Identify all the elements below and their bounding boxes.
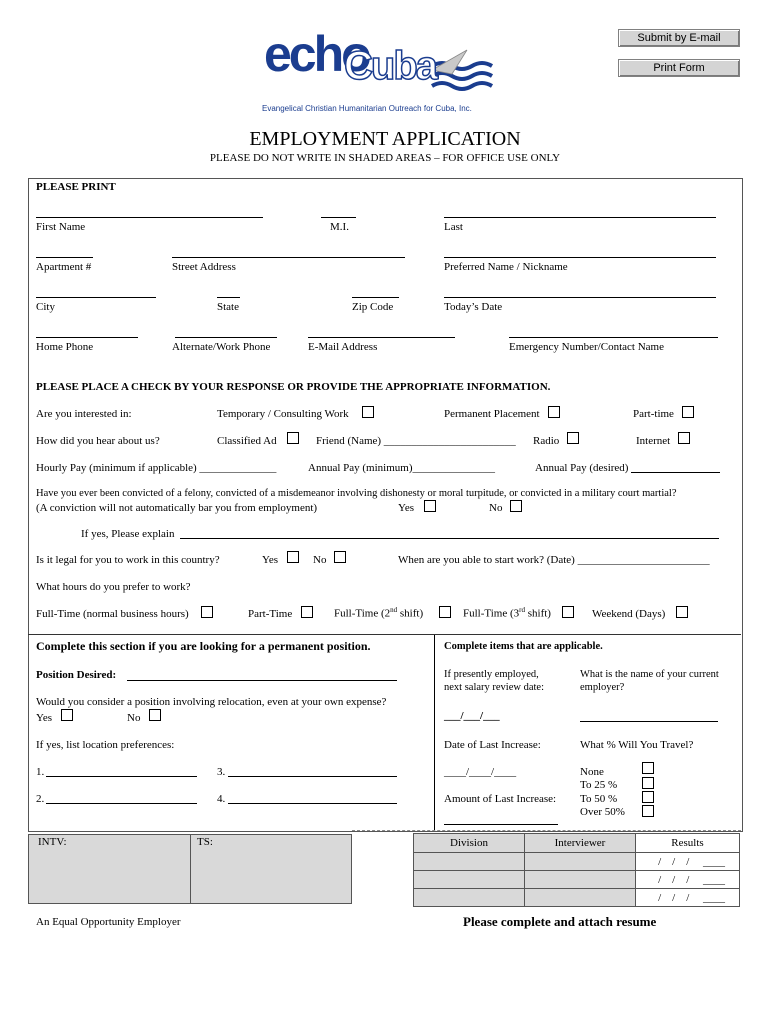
legal-question: Is it legal for you to work in this country? xyxy=(36,554,220,566)
position-desired-field[interactable] xyxy=(127,680,397,681)
annual-min-field[interactable]: Annual Pay (minimum)_______________ xyxy=(308,462,495,474)
results-cell: / / / ____ xyxy=(636,853,740,871)
location-3-field[interactable] xyxy=(228,776,397,777)
attach-resume-text: Please complete and attach resume xyxy=(463,914,657,929)
internet-checkbox[interactable] xyxy=(678,432,690,444)
legal-yes-label: Yes xyxy=(262,554,279,566)
location-2-field[interactable] xyxy=(46,803,197,804)
friend-label[interactable]: Friend (Name) ________________________ xyxy=(316,435,516,447)
email-field[interactable] xyxy=(308,337,455,338)
apartment-label: Apartment # xyxy=(36,261,92,273)
presently-employed-label: If presently employed, xyxy=(444,669,539,680)
felony-no-checkbox[interactable] xyxy=(510,500,522,512)
office-cell xyxy=(525,889,636,907)
permanent-header: Complete this section if you are looking for a permanent position. xyxy=(36,639,371,653)
last-name-field[interactable] xyxy=(444,217,716,218)
temporary-label: Temporary / Consulting Work xyxy=(217,408,349,420)
todays-date-label: Today’s Date xyxy=(444,301,503,313)
position-desired-label: Position Desired: xyxy=(36,669,117,681)
travel-50-checkbox[interactable] xyxy=(642,791,654,803)
street-field[interactable] xyxy=(172,257,405,258)
office-cell xyxy=(525,871,636,889)
check-instruction: PLEASE PLACE A CHECK BY YOUR RESPONSE OR PROVIDE THE APPROPRIATE INFORMATION. xyxy=(36,381,551,393)
relocation-no-label: No xyxy=(127,712,141,724)
mi-field[interactable] xyxy=(321,217,356,218)
section-divider xyxy=(28,634,741,635)
next-review-label: next salary review date: xyxy=(444,682,544,693)
relocation-no-checkbox[interactable] xyxy=(149,709,161,721)
travel-50-label: To 50 % xyxy=(580,793,618,805)
amount-last-field[interactable] xyxy=(444,824,558,825)
travel-none-checkbox[interactable] xyxy=(642,762,654,774)
alt-phone-field[interactable] xyxy=(175,337,277,338)
felony-no-label: No xyxy=(489,502,503,514)
location-3-label: 3. xyxy=(217,766,226,778)
intv-label: INTV: xyxy=(38,836,67,848)
fulltime-2nd-label: Full-Time (2nd shift) xyxy=(334,606,424,620)
travel-over-label: Over 50% xyxy=(580,806,625,818)
division-header: Division xyxy=(414,834,525,853)
ts-box xyxy=(190,834,352,904)
employer-question-2: employer? xyxy=(580,682,625,693)
interested-in-label: Are you interested in: xyxy=(36,408,132,420)
hourly-pay-field[interactable]: Hourly Pay (minimum if applicable) ______________ xyxy=(36,462,277,474)
mi-label: M.I. xyxy=(330,221,349,233)
felony-question: Have you ever been convicted of a felony, convicted of a misdemeanor involving dishonesty or moral turpitude, or convicted in a military court martial? xyxy=(36,488,677,499)
review-date-field[interactable]: ___/___/___ xyxy=(444,710,500,722)
relocation-yes-label: Yes xyxy=(36,712,53,724)
location-4-label: 4. xyxy=(217,793,226,805)
location-1-label: 1. xyxy=(36,766,45,778)
submit-by-email-button[interactable]: Submit by E-mail xyxy=(618,29,740,47)
classified-label: Classified Ad xyxy=(217,435,277,447)
office-cell xyxy=(414,853,525,871)
annual-desired-label: Annual Pay (desired) xyxy=(535,462,629,474)
office-table xyxy=(413,833,740,906)
results-cell: / / / ____ xyxy=(636,871,740,889)
temporary-checkbox[interactable] xyxy=(362,406,374,418)
echo-cuba-logo xyxy=(262,8,512,120)
location-1-field[interactable] xyxy=(46,776,197,777)
apartment-field[interactable] xyxy=(36,257,93,258)
permanent-checkbox[interactable] xyxy=(548,406,560,418)
city-field[interactable] xyxy=(36,297,156,298)
weekend-label: Weekend (Days) xyxy=(592,608,666,620)
office-table-grid xyxy=(413,833,740,907)
internet-label: Internet xyxy=(636,435,671,447)
emergency-label: Emergency Number/Contact Name xyxy=(509,341,664,353)
felony-yes-label: Yes xyxy=(398,502,415,514)
todays-date-field[interactable] xyxy=(444,297,716,298)
street-label: Street Address xyxy=(172,261,236,273)
travel-question: What % Will You Travel? xyxy=(580,739,694,751)
radio-label: Radio xyxy=(533,435,560,447)
office-dash-line xyxy=(352,830,741,831)
hours-question: What hours do you prefer to work? xyxy=(36,581,191,593)
preferred-name-field[interactable] xyxy=(444,257,716,258)
travel-over-checkbox[interactable] xyxy=(642,805,654,817)
travel-25-label: To 25 % xyxy=(580,779,618,791)
equal-opportunity-text: An Equal Opportunity Employer xyxy=(36,916,181,928)
employer-question-1: What is the name of your current xyxy=(580,669,719,680)
office-cell xyxy=(414,871,525,889)
last-increase-label: Date of Last Increase: xyxy=(444,739,541,751)
state-label: State xyxy=(217,301,239,313)
part-time-label: Part-Time xyxy=(248,608,293,620)
home-phone-label: Home Phone xyxy=(36,341,94,353)
legal-no-label: No xyxy=(313,554,327,566)
explain-label: If yes, Please explain xyxy=(81,528,175,540)
last-increase-date-field[interactable]: ____/____/____ xyxy=(444,766,517,778)
legal-yes-checkbox[interactable] xyxy=(287,551,299,563)
travel-25-checkbox[interactable] xyxy=(642,777,654,789)
location-2-label: 2. xyxy=(36,793,45,805)
office-cell xyxy=(525,853,636,871)
classified-checkbox[interactable] xyxy=(287,432,299,444)
zip-field[interactable] xyxy=(352,297,399,298)
first-name-label: First Name xyxy=(36,221,86,233)
emergency-field[interactable] xyxy=(509,337,718,338)
relocation-yes-checkbox[interactable] xyxy=(61,709,73,721)
email-label: E-Mail Address xyxy=(308,341,378,353)
page-title: EMPLOYMENT APPLICATION xyxy=(249,128,521,150)
please-print-label: PLEASE PRINT xyxy=(36,181,116,193)
employer-field[interactable] xyxy=(580,721,718,722)
results-header: Results xyxy=(636,834,740,853)
fulltime-2nd-checkbox[interactable] xyxy=(439,606,451,618)
zip-label: Zip Code xyxy=(352,301,394,313)
location-prefs-label: If yes, list location preferences: xyxy=(36,739,175,751)
office-cell xyxy=(414,889,525,907)
fulltime-checkbox[interactable] xyxy=(201,606,213,618)
felony-yes-checkbox[interactable] xyxy=(424,500,436,512)
annual-desired-field[interactable] xyxy=(631,472,720,473)
preferred-name-label: Preferred Name / Nickname xyxy=(444,261,568,273)
last-name-label: Last xyxy=(444,221,463,233)
fulltime-3rd-checkbox[interactable] xyxy=(562,606,574,618)
page-subtitle: PLEASE DO NOT WRITE IN SHADED AREAS – FOR OFFICE USE ONLY xyxy=(209,152,561,164)
first-name-field[interactable] xyxy=(36,217,263,218)
part-time-checkbox[interactable] xyxy=(301,606,313,618)
travel-none-label: None xyxy=(580,766,604,778)
state-field[interactable] xyxy=(217,297,240,298)
home-phone-field[interactable] xyxy=(36,337,138,338)
legal-no-checkbox[interactable] xyxy=(334,551,346,563)
parttime-checkbox[interactable] xyxy=(682,406,694,418)
logo-cuba-text: Cuba xyxy=(344,44,436,88)
fulltime-label: Full-Time (normal business hours) xyxy=(36,608,189,620)
start-date-field[interactable]: When are you able to start work? (Date) ________________________ xyxy=(398,554,710,566)
explain-field[interactable] xyxy=(180,538,719,539)
results-cell: / / / ____ xyxy=(636,889,740,907)
permanent-label: Permanent Placement xyxy=(444,408,540,420)
print-form-button[interactable]: Print Form xyxy=(618,59,740,77)
interviewer-header: Interviewer xyxy=(525,834,636,853)
logo-echo-text: echo xyxy=(264,26,369,82)
relocation-question: Would you consider a position involving relocation, even at your own expense? xyxy=(36,696,387,708)
location-4-field[interactable] xyxy=(228,803,397,804)
radio-checkbox[interactable] xyxy=(567,432,579,444)
weekend-checkbox[interactable] xyxy=(676,606,688,618)
logo-tagline: Evangelical Christian Humanitarian Outreach for Cuba, Inc. xyxy=(262,104,472,113)
city-label: City xyxy=(36,301,55,313)
felony-note: (A conviction will not automatically bar you from employment) xyxy=(36,502,318,514)
ts-label: TS: xyxy=(197,836,213,848)
hear-about-label: How did you hear about us? xyxy=(36,435,160,447)
permanent-column-divider xyxy=(434,635,435,830)
amount-last-label: Amount of Last Increase: xyxy=(444,793,557,805)
fulltime-3rd-label: Full-Time (3rd shift) xyxy=(463,606,551,620)
applicable-header: Complete items that are applicable. xyxy=(444,641,603,652)
alt-phone-label: Alternate/Work Phone xyxy=(172,341,271,353)
parttime-label: Part-time xyxy=(633,408,674,420)
